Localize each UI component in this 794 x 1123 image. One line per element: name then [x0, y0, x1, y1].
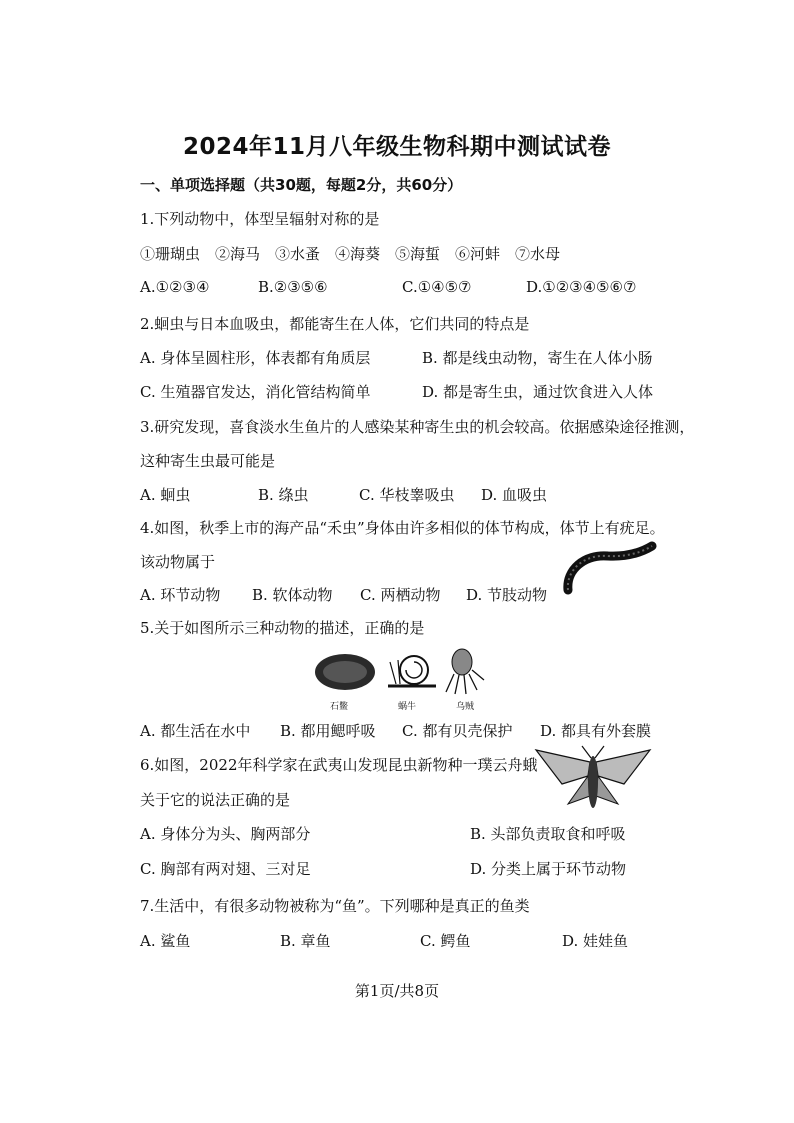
q1-stem: 1.下列动物中，体型呈辐射对称的是: [140, 210, 380, 228]
q6-option-c: C. 胸部有两对翅、三对足: [140, 860, 311, 878]
q6-option-d: D. 分类上属于环节动物: [470, 860, 627, 878]
q7-option-a: A. 鲨鱼: [140, 932, 191, 950]
q3-option-c: C. 华枝睾吸虫: [359, 486, 455, 504]
q1-option-c: C.①④⑤⑦: [402, 278, 472, 296]
q5-option-a: A. 都生活在水中: [140, 722, 251, 740]
q5-option-c: C. 都有贝壳保护: [402, 722, 513, 740]
q6-stem-line2: 关于它的说法正确的是: [140, 791, 291, 809]
q5-stem: 5.关于如图所示三种动物的描述，正确的是: [140, 619, 425, 637]
q1-option-a: A.①②③④: [140, 278, 210, 296]
caption-squid: 乌贼: [456, 702, 475, 712]
q6-option-a: A. 身体分为头、胸两部分: [140, 825, 311, 843]
q5-option-b: B. 都用鳃呼吸: [280, 722, 376, 740]
q5-option-d: D. 都具有外套膜: [540, 722, 652, 740]
q4-option-d: D. 节肢动物: [466, 586, 548, 604]
q7-stem: 7.生活中，有很多动物被称为“鱼”。下列哪种是真正的鱼类: [140, 897, 530, 915]
exam-title: 2024年11月八年级生物科期中测试试卷: [182, 134, 612, 160]
q2-option-a: A. 身体呈圆柱形，体表都有角质层: [140, 349, 371, 367]
q3-stem-line1: 3.研究发现，喜食淡水生鱼片的人感染某种寄生虫的机会较高。依据感染途径推测，: [140, 418, 695, 436]
q4-option-a: A. 环节动物: [140, 586, 221, 604]
q1-items: ①珊瑚虫 ②海马 ③水蚤 ④海葵 ⑤海蜇 ⑥河蚌 ⑦水母: [140, 245, 561, 263]
q6-option-b: B. 头部负责取食和呼吸: [470, 825, 626, 843]
q3-option-d: D. 血吸虫: [481, 486, 548, 504]
q4-option-b: B. 软体动物: [252, 586, 333, 604]
q3-option-a: A. 蛔虫: [140, 486, 191, 504]
section-heading: 一、单项选择题（共30题，每题2分，共60分）: [140, 176, 463, 194]
q3-option-b: B. 绦虫: [258, 486, 309, 504]
q1-option-b: B.②③⑤⑥: [258, 278, 328, 296]
q7-option-c: C. 鳄鱼: [420, 932, 471, 950]
q4-stem-line1: 4.如图，秋季上市的海产品“禾虫”身体由许多相似的体节构成，体节上有疣足。: [140, 519, 665, 537]
mollusc-figures: [312, 644, 492, 698]
moth-figure: [532, 744, 654, 820]
caption-chiton: 石鳖: [330, 702, 349, 712]
q2-option-b: B. 都是线虫动物，寄生在人体小肠: [422, 349, 653, 367]
q7-option-b: B. 章鱼: [280, 932, 331, 950]
page-number: 第1页/共8页: [354, 982, 440, 1000]
caption-snail: 蜗牛: [398, 702, 417, 712]
q2-option-c: C. 生殖器官发达，消化管结构简单: [140, 383, 371, 401]
q2-stem: 2.蛔虫与日本血吸虫，都能寄生在人体，它们共同的特点是: [140, 315, 530, 333]
q3-stem-line2: 这种寄生虫最可能是: [140, 452, 276, 470]
q2-option-d: D. 都是寄生虫，通过饮食进入人体: [422, 383, 654, 401]
q7-option-d: D. 娃娃鱼: [562, 932, 629, 950]
q4-stem-line2: 该动物属于: [140, 553, 216, 571]
q6-stem-line1: 6.如图，2022年科学家在武夷山发现昆虫新物种一璞云舟蛾: [140, 756, 538, 774]
q4-option-c: C. 两栖动物: [360, 586, 441, 604]
ragworm-figure: [560, 540, 660, 598]
q1-option-d: D.①②③④⑤⑥⑦: [526, 278, 637, 296]
